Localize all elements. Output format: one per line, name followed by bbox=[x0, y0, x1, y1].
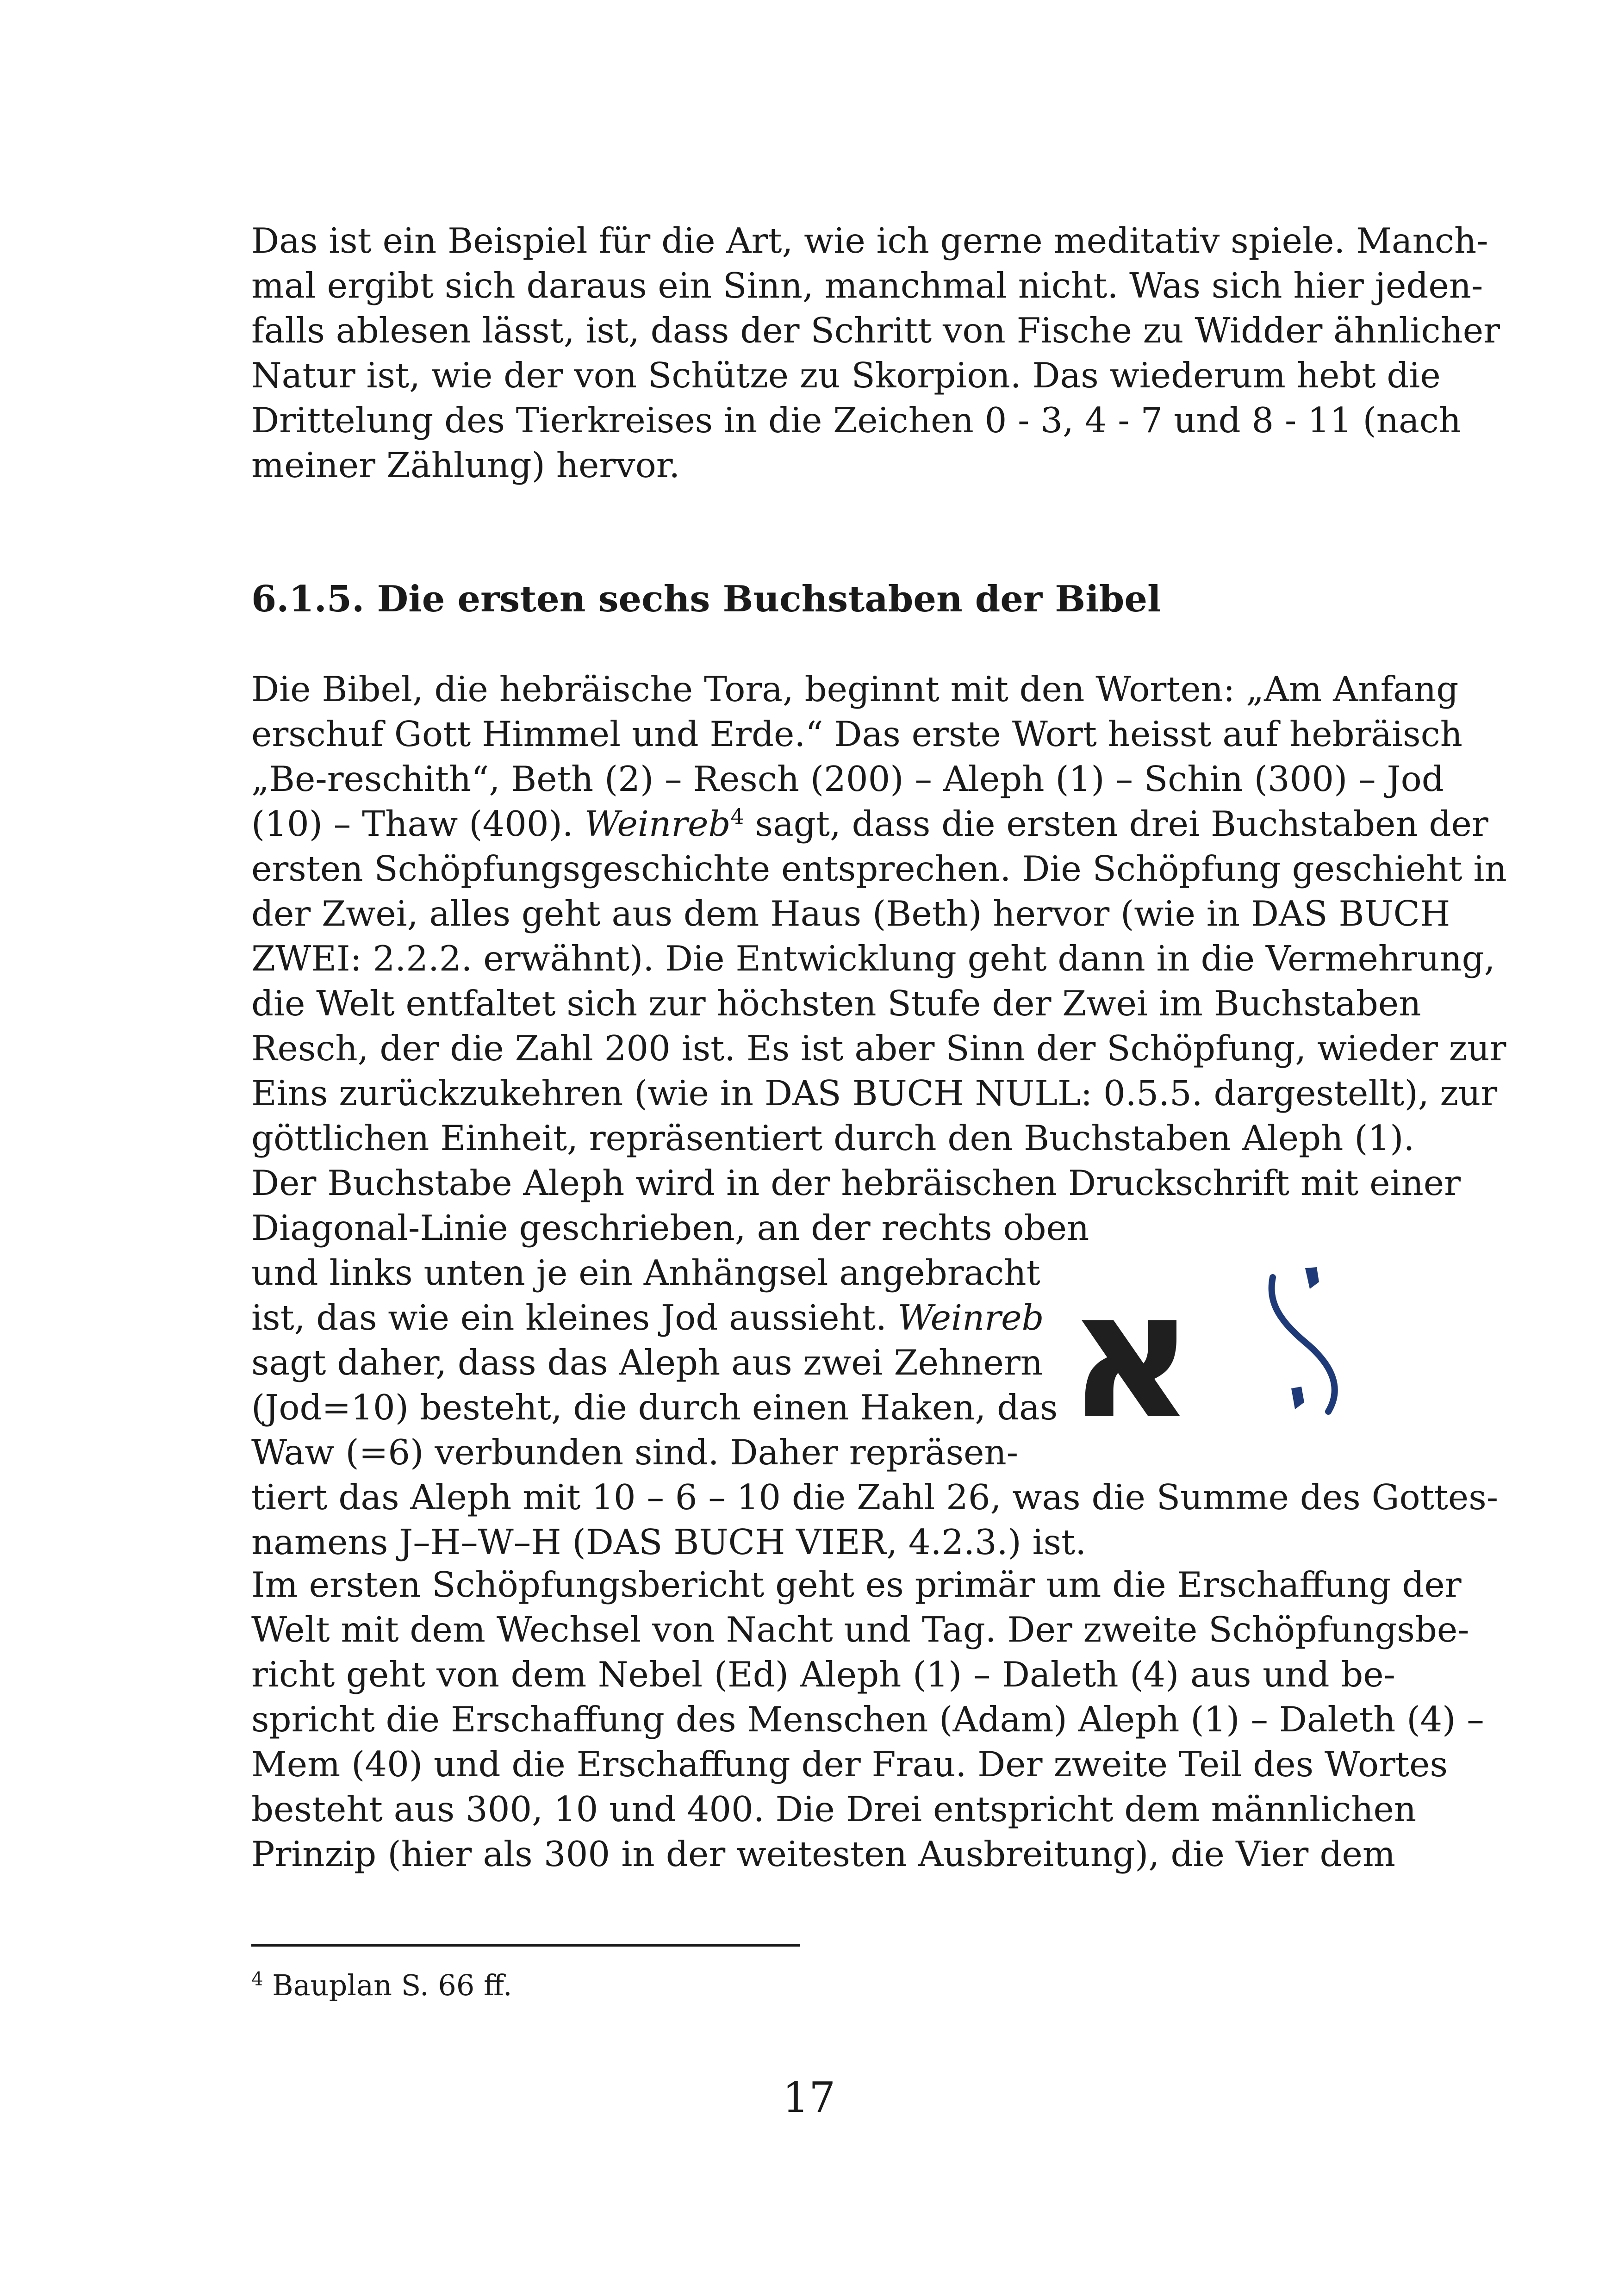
text-line: (Jod=10) besteht, die durch einen Haken, das bbox=[251, 1387, 1058, 1428]
text-line: Das ist ein Beispiel für die Art, wie ich gerne meditativ spiele. Manch- bbox=[251, 220, 1488, 261]
text-line: Drittelung des Tierkreises in die Zeichen 0 - 3, 4 - 7 und 8 - 11 (nach bbox=[251, 400, 1462, 441]
footnote bbox=[251, 1967, 1177, 2004]
text-line: göttlichen Einheit, repräsentiert durch den Buchstaben Aleph (1). bbox=[251, 1118, 1415, 1158]
yod-upper-mark bbox=[1305, 1267, 1319, 1289]
text-line: sagt daher, dass das Aleph aus zwei Zehnern bbox=[251, 1342, 1043, 1383]
text-line: Welt mit dem Wechsel von Nacht und Tag. Der zweite Schöpfungsbe- bbox=[251, 1609, 1469, 1650]
paragraph-creation bbox=[251, 1562, 1484, 1877]
yod-lower-mark bbox=[1291, 1387, 1304, 1409]
text-line: und links unten je ein Anhängsel angebracht bbox=[251, 1252, 1040, 1293]
text-line: der Zwei, alles geht aus dem Haus (Beth) hervor (wie in DAS BUCH bbox=[251, 893, 1450, 934]
text-line: namens J–H–W–H (DAS BUCH VIER, 4.2.3.) ist. bbox=[251, 1522, 1087, 1562]
text-line bbox=[251, 1295, 1044, 1340]
text-line: Diagonal-Linie geschrieben, an der rechts oben bbox=[251, 1207, 1089, 1248]
page-number: 17 bbox=[782, 2073, 836, 2122]
aleph-stroke-decomposition-icon bbox=[1272, 1267, 1335, 1412]
text-segment: (10) – Thaw (400). bbox=[251, 803, 585, 844]
text-line: Resch, der die Zahl 200 ist. Es ist aber Sinn der Schöpfung, wieder zur bbox=[251, 1028, 1506, 1069]
author-name-italic: Weinreb bbox=[897, 1297, 1044, 1338]
text-line: erschuf Gott Himmel und Erde.“ Das erste Wort heisst auf hebräisch bbox=[251, 714, 1462, 754]
paragraph-intro bbox=[251, 218, 1500, 488]
text-line: Im ersten Schöpfungsbericht geht es primär um die Erschaffung der bbox=[251, 1564, 1462, 1605]
text-line: mal ergibt sich daraus ein Sinn, manchmal nicht. Was sich hier jeden- bbox=[251, 265, 1483, 306]
aleph-figure bbox=[1064, 1250, 1398, 1458]
text-line: Natur ist, wie der von Schütze zu Skorpion. Das wiederum hebt die bbox=[251, 355, 1441, 396]
aleph-figure-svg bbox=[1064, 1250, 1398, 1458]
footnote-reference[interactable]: 4 bbox=[730, 804, 744, 829]
text-line-with-footnote-ref bbox=[251, 802, 1488, 846]
text-line: Der Buchstabe Aleph wird in der hebräischen Druckschrift mit einer bbox=[251, 1163, 1461, 1203]
author-name-italic: Weinreb bbox=[584, 803, 731, 844]
text-line: falls ablesen lässt, ist, dass der Schritt von Fische zu Widder ähnlicher bbox=[251, 310, 1500, 351]
text-segment: sagt, dass die ersten drei Buchstaben der bbox=[744, 803, 1488, 844]
footnote-number: 4 bbox=[251, 1968, 263, 1990]
text-line: spricht die Erschaffung des Menschen (Adam) Aleph (1) – Daleth (4) – bbox=[251, 1699, 1484, 1740]
text-line: die Welt entfaltet sich zur höchsten Stufe der Zwei im Buchstaben bbox=[251, 983, 1421, 1024]
text-line: Die Bibel, die hebräische Tora, beginnt mit den Worten: „Am Anfang bbox=[251, 669, 1459, 709]
text-segment: ist, das wie ein kleines Jod aussieht. bbox=[251, 1297, 898, 1338]
aleph-letter: א bbox=[1067, 1253, 1195, 1458]
footnote-separator bbox=[251, 1944, 800, 1947]
text-line: ZWEI: 2.2.2. erwähnt). Die Entwicklung geht dann in die Vermehrung, bbox=[251, 938, 1495, 979]
text-line: richt geht von dem Nebel (Ed) Aleph (1) – Daleth (4) aus und be- bbox=[251, 1654, 1395, 1695]
text-line: „Be-reschith“, Beth (2) – Resch (200) – Aleph (1) – Schin (300) – Jod bbox=[251, 759, 1444, 799]
waw-diagonal-stroke bbox=[1272, 1277, 1335, 1412]
text-line: meiner Zählung) hervor. bbox=[251, 445, 680, 485]
text-line: Waw (=6) verbunden sind. Daher repräsen- bbox=[251, 1432, 1019, 1473]
text-line: ersten Schöpfungsgeschichte entsprechen. Die Schöpfung geschieht in bbox=[251, 848, 1507, 889]
text-line: Eins zurückzukehren (wie in DAS BUCH NULL: 0.5.5. dargestellt), zur bbox=[251, 1073, 1498, 1114]
text-line: tiert das Aleph mit 10 – 6 – 10 die Zahl 26, was die Summe des Gottes- bbox=[251, 1477, 1499, 1518]
section-heading: 6.1.5. Die ersten sechs Buchstaben der Bibel bbox=[251, 578, 1161, 620]
text-line: Prinzip (hier als 300 in der weitesten Ausbreitung), die Vier dem bbox=[251, 1834, 1395, 1874]
footnote-text: Bauplan S. 66 ff. bbox=[263, 1968, 512, 2002]
text-line: besteht aus 300, 10 und 400. Die Drei entspricht dem männlichen bbox=[251, 1789, 1417, 1829]
text-line: Mem (40) und die Erschaffung der Frau. Der zweite Teil des Wortes bbox=[251, 1744, 1448, 1785]
